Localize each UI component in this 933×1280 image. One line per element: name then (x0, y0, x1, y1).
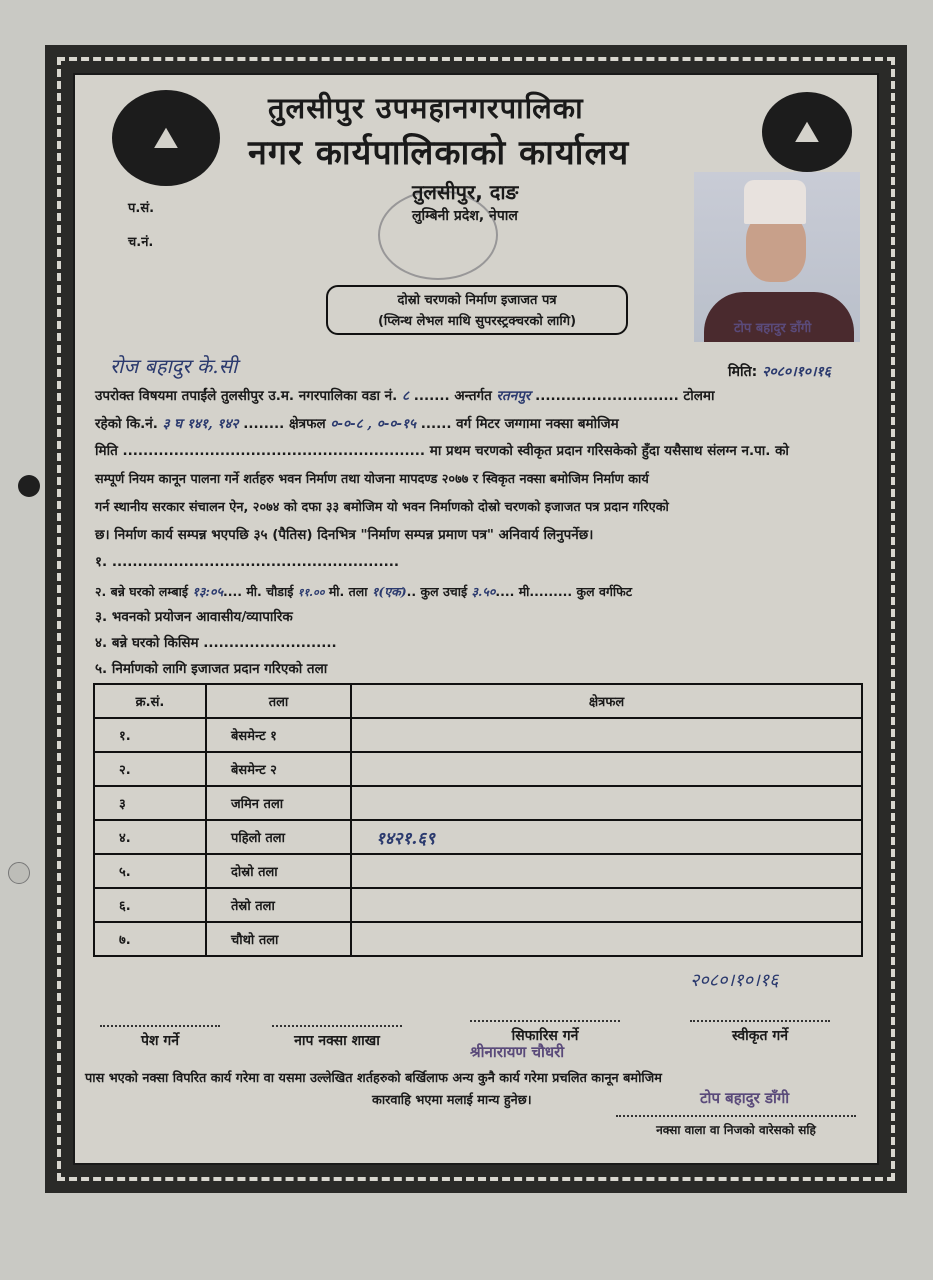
cell: बेसमेन्ट १ (206, 718, 351, 752)
permit-title (326, 285, 628, 335)
length: १३:०५ (192, 584, 223, 599)
cell: ५. (94, 854, 206, 888)
table-row (94, 718, 862, 752)
text: रहेको कि.नं. (95, 416, 158, 432)
emblem-logo-icon: ⛰ (112, 90, 220, 186)
approver-signature: स्वीकृत गर्ने (690, 1020, 830, 1045)
punch-hole (18, 475, 40, 497)
cell: १. (94, 718, 206, 752)
footer-declaration-2: कारवाहि भएमा मलाई मान्य हुनेछ। (372, 1093, 532, 1108)
col-floor: तला (206, 684, 351, 718)
text: मा प्रथम चरणको स्वीकृत प्रदान गरिसकेको हुँदा यसैसाथ संलग्न न.पा. को (429, 443, 789, 459)
applicant-photo (694, 172, 860, 342)
cell (351, 854, 862, 888)
text: अन्तर्गत (454, 388, 492, 404)
punch-hole (8, 862, 30, 884)
owner-signature: नक्सा वाला वा निजको वारेसको सहि (616, 1115, 856, 1138)
floors: १(एक) (371, 584, 407, 599)
item-1: १. (95, 554, 108, 570)
cell: ४. (94, 820, 206, 854)
floor-permit-table (93, 683, 863, 957)
table-row (94, 922, 862, 956)
recipient-name: रोज बहादुर के.सी (110, 354, 238, 378)
cell: २. (94, 752, 206, 786)
recommender-signature: सिफारिस गर्ने (470, 1020, 620, 1045)
table-row (94, 786, 862, 820)
date-value: २०८०।१०।१६ (762, 364, 831, 380)
cell: दोस्रो तला (206, 854, 351, 888)
building-use: आवासीय/व्यापारिक (196, 609, 293, 625)
date-label: मिति: (728, 364, 758, 380)
cell: ६. (94, 888, 206, 922)
text: मिति (95, 443, 118, 459)
text: मी. (518, 584, 535, 599)
cell: बेसमेन्ट २ (206, 752, 351, 786)
text: ५. निर्माणको लागि इजाजत प्रदान गरिएको तला (95, 661, 328, 677)
cell (351, 888, 862, 922)
land-area: ०-०-८ , ०-०-१५ (330, 416, 416, 432)
text: ३. भवनको प्रयोजन (95, 609, 192, 625)
ward-no: ८ (402, 388, 410, 404)
kitta-no: ३ घ १४१, १४२ (162, 416, 239, 432)
table-row (94, 888, 862, 922)
province: लुम्बिनी प्रदेश, नेपाल (412, 208, 518, 224)
cell: चौथो तला (206, 922, 351, 956)
tole-name: रतनपुर (496, 388, 531, 404)
cell: ७. (94, 922, 206, 956)
col-sn: क्र.सं. (94, 684, 206, 718)
cell: पहिलो तला (206, 820, 351, 854)
submitter-signature: पेश गर्ने (100, 1025, 220, 1050)
photo-name-stamp: टोप बहादुर डाँगी (734, 321, 812, 336)
cell: जमिन तला (206, 786, 351, 820)
text: टोलमा (683, 388, 715, 404)
survey-section-signature: नाप नक्सा शाखा (272, 1025, 402, 1050)
office-name: नगर कार्यपालिकाको कार्यालय (248, 133, 630, 173)
location: तुलसीपुर, दाङ (412, 180, 519, 204)
text: गर्न स्थानीय सरकार संचालन ऐन, २०७४ को दफा ३३ बमोजिम यो भवन निर्माणको दोस्रो चरणको इजाजत पत्र प्रदान गरिएको (95, 500, 669, 515)
footer-declaration: पास भएको नक्सा विपरित कार्य गरेमा वा यसमा उल्लेखित शर्तहरुको बर्खिलाफ अन्य कुनै कार्य गरेमा प्रचलित कानून बमोजिम (85, 1071, 662, 1086)
text: क्षेत्रफल (288, 416, 326, 432)
cell (351, 786, 862, 820)
cell: तेस्रो तला (206, 888, 351, 922)
width: ११.०० (297, 586, 325, 599)
municipality-logo-icon: ⛰ (762, 92, 852, 172)
text: कुल उचाई (420, 584, 468, 599)
owner-name-stamp: टोप बहादुर डाँगी (700, 1089, 790, 1107)
cell (351, 922, 862, 956)
text: छ। निर्माण कार्य सम्पन्न भएपछि ३५ (पैतिस) दिनभित्र "निर्माण सम्पन्न प्रमाण पत्र" अनिवार्य लिनुपर्नेछ। (95, 527, 594, 543)
text: वर्ग मिटर जग्गामा नक्सा बमोजिम (456, 416, 619, 432)
cell (351, 752, 862, 786)
table-row (94, 854, 862, 888)
title-line2: (प्लिन्थ लेभल माथि सुपरस्ट्रक्चरको लागि) (377, 314, 577, 329)
text: कुल वर्गफिट (576, 584, 633, 599)
text: उपरोक्त विषयमा तपाईंले तुलसीपुर उ.म. नगरपालिका वडा नं. (95, 388, 398, 404)
cell: ३ (94, 786, 206, 820)
ref-patra: प.सं. (128, 201, 155, 216)
text: ४. बन्ने घरको किसिम (95, 635, 199, 651)
recommender-stamp: श्रीनारायण चौधरी (470, 1043, 565, 1061)
municipality-name: तुलसीपुर उपमहानगरपालिका (268, 91, 584, 125)
text: २. बन्ने घरको लम्बाई (95, 584, 188, 599)
text: मी. चौडाई (246, 584, 294, 599)
cell (351, 718, 862, 752)
col-area: क्षेत्रफल (351, 684, 862, 718)
cell: १४२१.६९ (351, 820, 862, 854)
table-row (94, 820, 862, 854)
title-line1: दोस्रो चरणको निर्माण इजाजत पत्र (397, 293, 557, 308)
height: ३.५० (471, 584, 496, 599)
text: सम्पूर्ण नियम कानून पालना गर्ने शर्तहरु भवन निर्माण तथा योजना मापदण्ड २०७७ र स्विकृत नक्सा बमोजिम निर्माण कार्य (95, 472, 649, 487)
approver-date: २०८०।१०।१६ (690, 970, 779, 991)
table-row (94, 752, 862, 786)
ref-chalani: च.नं. (128, 235, 154, 250)
text: मी. तला (328, 584, 368, 599)
